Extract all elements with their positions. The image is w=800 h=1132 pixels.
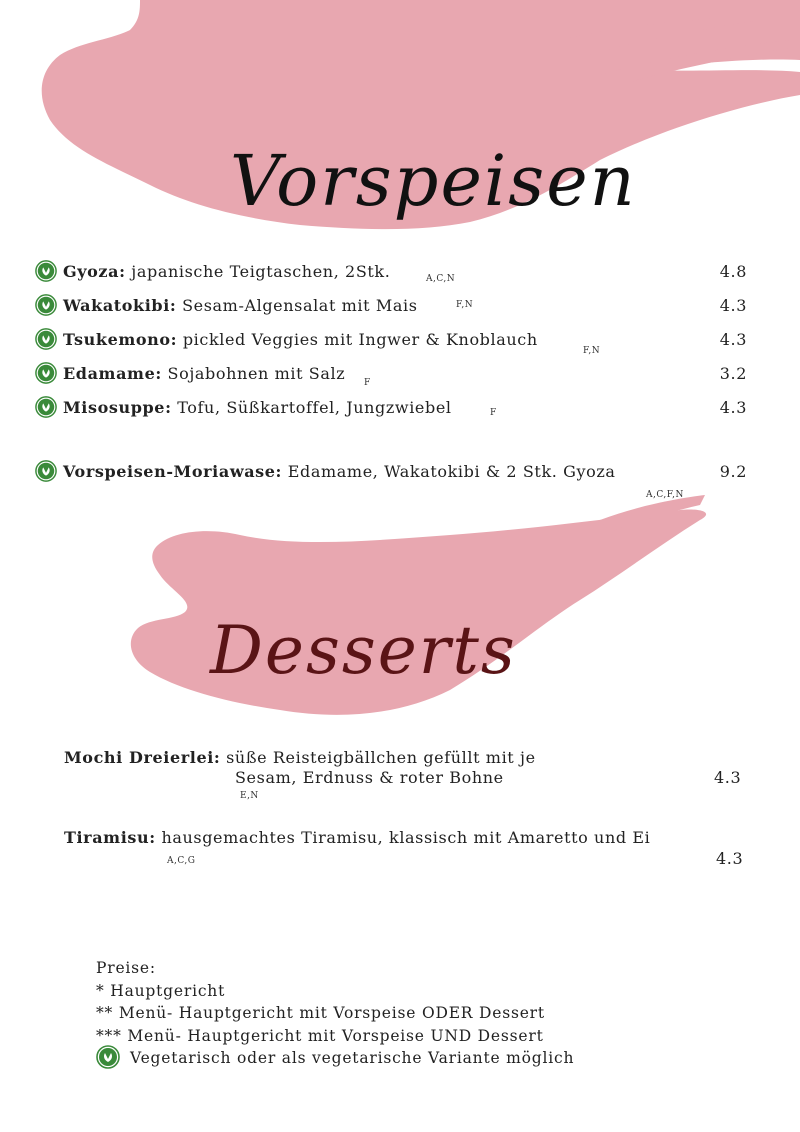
legend-line: Vegetarisch oder als vegetarische Variante möglich xyxy=(130,1049,575,1067)
starter-desc: pickled Veggies mit Ingwer & Knoblauch xyxy=(177,330,538,349)
starter-name: Tsukemono: xyxy=(63,330,178,349)
starter-name: Wakatokibi: xyxy=(63,296,177,315)
vegetarian-leaf-icon xyxy=(35,328,55,348)
starter-price: 4.3 xyxy=(719,330,747,349)
vegetarian-leaf-icon xyxy=(35,294,55,314)
starter-name: Gyoza: xyxy=(63,262,126,281)
starter-row xyxy=(35,326,747,356)
starter-allergens: F xyxy=(364,378,371,388)
starter-row xyxy=(35,360,747,390)
starter-desc: Tofu, Süßkartoffel, Jungzwiebel xyxy=(171,398,452,417)
vegetarian-leaf-icon xyxy=(35,460,55,480)
dessert-item: Mochi Dreierlei: süße Reisteigbällchen gefüllt mit je xyxy=(64,748,536,767)
starter-text xyxy=(63,296,418,315)
starter-allergens: F,N xyxy=(583,346,601,356)
starter-text xyxy=(63,262,390,281)
starter-row xyxy=(35,258,747,288)
starter-price: 4.3 xyxy=(719,296,747,315)
starter-desc: Sesam-Algensalat mit Mais xyxy=(176,296,418,315)
starter-price: 3.2 xyxy=(719,364,747,383)
price-legend xyxy=(96,957,574,1070)
dessert-allergens: A,C,G xyxy=(167,856,196,866)
starter-price: 4.3 xyxy=(719,398,747,417)
starter-text xyxy=(63,462,616,481)
starter-text xyxy=(63,330,538,349)
starter-row xyxy=(35,458,747,500)
starter-desc: Edamame, Wakatokibi & 2 Stk. Gyoza xyxy=(282,462,616,481)
dessert-price: 4.3 xyxy=(714,768,742,787)
dessert-allergens: E,N xyxy=(240,791,259,801)
dessert-desc-line2: Sesam, Erdnuss & roter Bohne xyxy=(235,768,504,787)
dessert-desc: hausgemachtes Tiramisu, klassisch mit Amaretto und Ei xyxy=(161,828,651,847)
legend-line: *** Menü- Hauptgericht mit Vorspeise UND Dessert xyxy=(96,1026,544,1045)
starter-row xyxy=(35,394,747,424)
starter-allergens: A,C,N xyxy=(426,274,456,284)
starter-name: Vorspeisen-Moriawase: xyxy=(63,462,283,481)
starter-name: Edamame: xyxy=(63,364,162,383)
vegetarian-leaf-icon xyxy=(35,260,55,280)
starter-allergens: F,N xyxy=(456,300,474,310)
starter-price: 4.8 xyxy=(719,262,747,281)
dessert-name: Mochi Dreierlei xyxy=(64,748,214,767)
starters-title: Vorspeisen xyxy=(230,140,637,222)
starter-text xyxy=(63,398,452,417)
vegetarian-leaf-icon xyxy=(96,1045,120,1069)
desserts-title: Desserts xyxy=(210,612,517,689)
starter-row xyxy=(35,292,747,322)
dessert-item: Tiramisu: hausgemachtes Tiramisu, klassisch mit Amaretto und Ei xyxy=(64,828,651,847)
vegetarian-leaf-icon xyxy=(35,362,55,382)
starter-desc: japanische Teigtaschen, 2Stk. xyxy=(125,262,391,281)
starter-name: Misosuppe: xyxy=(63,398,172,417)
dessert-price: 4.3 xyxy=(716,849,744,868)
starter-allergens: A,C,F,N xyxy=(646,490,684,500)
vegetarian-leaf-icon xyxy=(35,396,55,416)
starter-desc: Sojabohnen mit Salz xyxy=(161,364,346,383)
dessert-desc: süße Reisteigbällchen gefüllt mit je xyxy=(226,748,536,767)
starter-text xyxy=(63,364,345,383)
legend-heading: Preise: xyxy=(96,959,156,977)
starter-allergens: F xyxy=(490,408,497,418)
starter-price: 9.2 xyxy=(719,462,747,481)
dessert-name: Tiramisu xyxy=(64,828,150,847)
legend-line: * Hauptgericht xyxy=(96,981,226,1000)
legend-line: ** Menü- Hauptgericht mit Vorspeise ODER Dessert xyxy=(96,1004,545,1022)
